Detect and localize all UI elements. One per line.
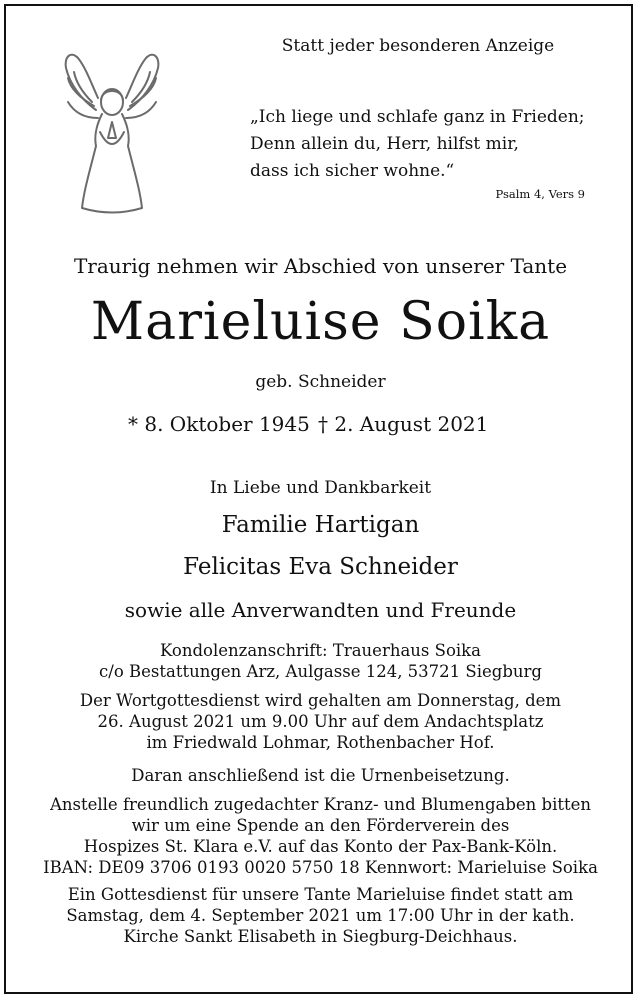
donation-line: IBAN: DE09 3706 0193 0020 5750 18 Kennwort: Marieluise Soika [43,858,598,877]
quote-line: dass ich sicher wohne.“ [250,161,455,181]
maiden-name: geb. Schneider [255,372,386,392]
service-line: Der Wortgottesdienst wird gehalten am Donnerstag, dem [79,691,562,710]
mourners-lead: In Liebe und Dankbarkeit [209,478,432,498]
angel-icon [52,40,172,220]
deceased-name: Marieluise Soika [90,292,551,352]
birth-date: * 8. Oktober 1945 [128,412,310,436]
condolence-address [0,640,641,682]
quote-source: Psalm 4, Vers 9 [495,187,585,201]
address-line: c/o Bestattungen Arz, Aulgasse 124, 53721 Siegburg [99,662,542,681]
burial-info: Daran anschließend ist die Urnenbeisetzung. [131,766,510,785]
quote-line: „Ich liege und schlafe ganz in Frieden; [250,107,585,127]
service-info [0,690,641,753]
donation-line: wir um eine Spende an den Förderverein des [131,816,510,835]
address-line: Kondolenzanschrift: Trauerhaus Soika [160,641,481,660]
donation-line: Anstelle freundlich zugedachter Kranz- und Blumengaben bitten [49,795,592,814]
mourners-others: sowie alle Anverwandten und Freunde [124,598,517,622]
mass-line: Ein Gottesdienst für unsere Tante Marieluise findet statt am [67,885,574,904]
death-date: † 2. August 2021 [318,412,489,436]
mass-line: Kirche Sankt Elisabeth in Siegburg-Deichhaus. [123,927,518,946]
mourner-person: Felicitas Eva Schneider [183,554,458,580]
mass-info [0,884,641,947]
mourner-family: Familie Hartigan [221,512,420,538]
service-line: 26. August 2021 um 9.00 Uhr auf dem Andachtsplatz [97,712,544,731]
quote-block [250,104,585,185]
donation-info [0,794,641,878]
header-note: Statt jeder besonderen Anzeige [281,36,555,56]
donation-line: Hospizes St. Klara e.V. auf das Konto der Pax-Bank-Köln. [83,837,558,856]
service-line: im Friedwald Lohmar, Rothenbacher Hof. [146,733,495,752]
quote-line: Denn allein du, Herr, hilfst mir, [250,134,519,154]
intro-line: Traurig nehmen wir Abschied von unserer Tante [73,254,568,278]
mass-line: Samstag, dem 4. September 2021 um 17:00 Uhr in der kath. [66,906,575,925]
